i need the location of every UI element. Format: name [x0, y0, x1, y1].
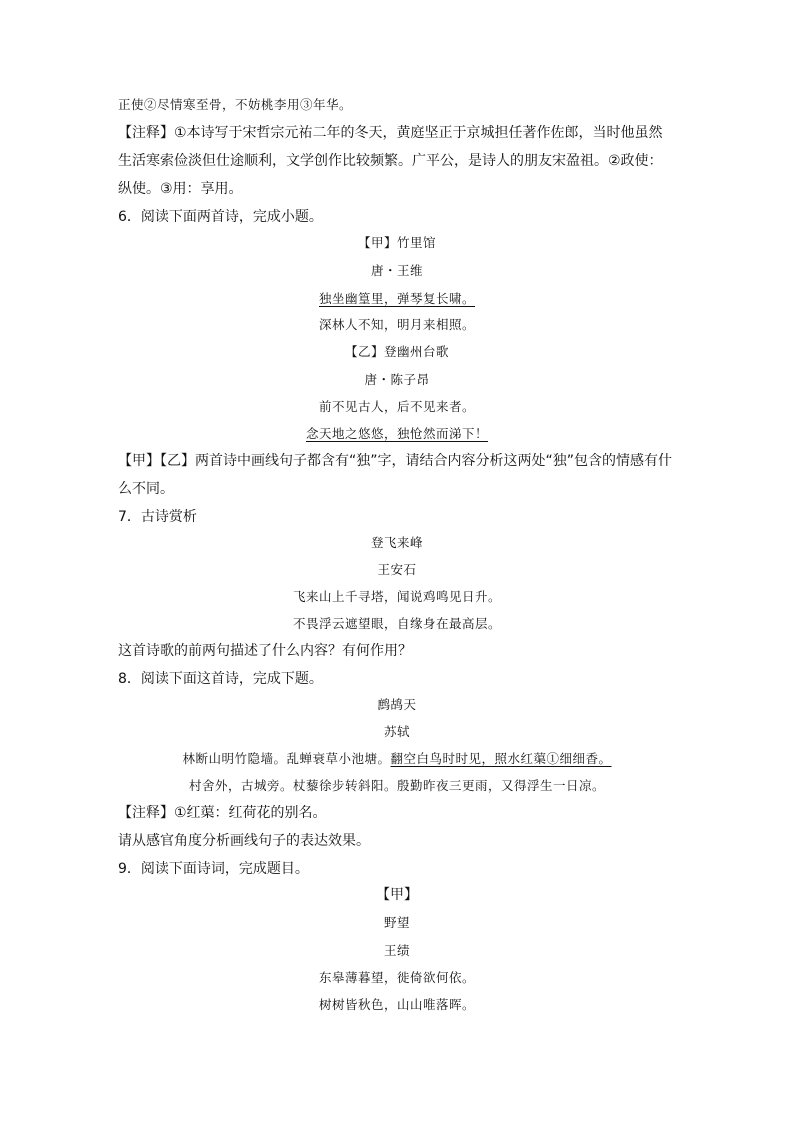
poem-label-jia: 【甲】: [376, 887, 418, 903]
annotation-text: 【注释】①红蕖：红荷花的别名。: [118, 805, 327, 821]
poem-line: 飞来山上千寻塔，闻说鸡鸣见日升。: [292, 589, 501, 604]
annotation-text: 生活寒索俭淡但仕途顺利，文学创作比较频繁。广平公，是诗人的朋友宋盈祖。②政使：: [118, 153, 663, 169]
poem-line: 东皋薄暮望，徙倚欲何依。: [318, 970, 475, 985]
question-9-heading: 9．阅读下面诗词，完成题目。: [118, 861, 309, 877]
question-7-heading: 7．古诗赏析: [118, 509, 197, 525]
annotation-text: 纵使。③用：享用。: [118, 181, 243, 197]
poem-line: 林断山明竹隐墙。乱蝉衰草小池塘。: [182, 751, 391, 766]
poem-line-wrap: [0, 290, 794, 308]
poem-line: 正使②尽情寒至骨，不妨桃李用③年华。: [118, 97, 353, 112]
question-8-heading: 8．阅读下面这首诗，完成下题。: [118, 671, 323, 687]
underlined-poem-line: 念天地之悠悠，独怆然而涕下！: [305, 426, 488, 441]
poem-author: 王安石: [377, 562, 417, 577]
poem-line: 不畏浮云遮望眼，自缘身在最高层。: [292, 616, 501, 631]
underlined-poem-line: 翻空白鸟时时见，照水红蕖①细细香。: [390, 751, 612, 766]
poem-title: 鹧鸪天: [377, 697, 417, 712]
poem-author: 王绩: [383, 943, 410, 958]
poem-title: 野望: [383, 915, 410, 930]
poem-line: 深林人不知，明月来相照。: [318, 317, 475, 332]
poem-author: 苏轼: [383, 724, 410, 739]
poem-author: 唐・陈子昂: [364, 372, 430, 387]
poem-line-wrap: [0, 750, 794, 768]
poem-line-wrap: [0, 425, 794, 443]
underlined-poem-line: 独坐幽篁里，弹琴复长啸。: [318, 291, 475, 306]
poem-line: 树树皆秋色，山山唯落晖。: [318, 997, 475, 1012]
poem-title: 登飞来峰: [370, 535, 423, 550]
poem-line: 前不见古人，后不见来者。: [318, 399, 475, 414]
question-6-heading: 6．阅读下面两首诗，完成小题。: [118, 209, 323, 225]
poem-title-jia: 【甲】竹里馆: [357, 235, 436, 250]
question-text: 【甲】【乙】两首诗中画线句子都含有“独”字，请结合内容分析这两处“独”包含的情感有什: [118, 453, 673, 469]
question-text: 么不同。: [118, 481, 174, 497]
question-text: 这首诗歌的前两句描述了什么内容？有何作用？: [118, 643, 412, 659]
annotation-text: 【注释】①本诗写于宋哲宗元祐二年的冬天，黄庭坚正于京城担任著作佐郎，当时他虽然: [118, 125, 663, 141]
question-text: 请从感官角度分析画线句子的表达效果。: [118, 833, 370, 849]
poem-title-yi: 【乙】登幽州台歌: [344, 344, 449, 359]
poem-line: 村舍外，古城旁。杖藜徐步转斜阳。殷勤昨夜三更雨，又得浮生一日凉。: [188, 778, 605, 793]
poem-author: 唐・王维: [370, 263, 423, 278]
